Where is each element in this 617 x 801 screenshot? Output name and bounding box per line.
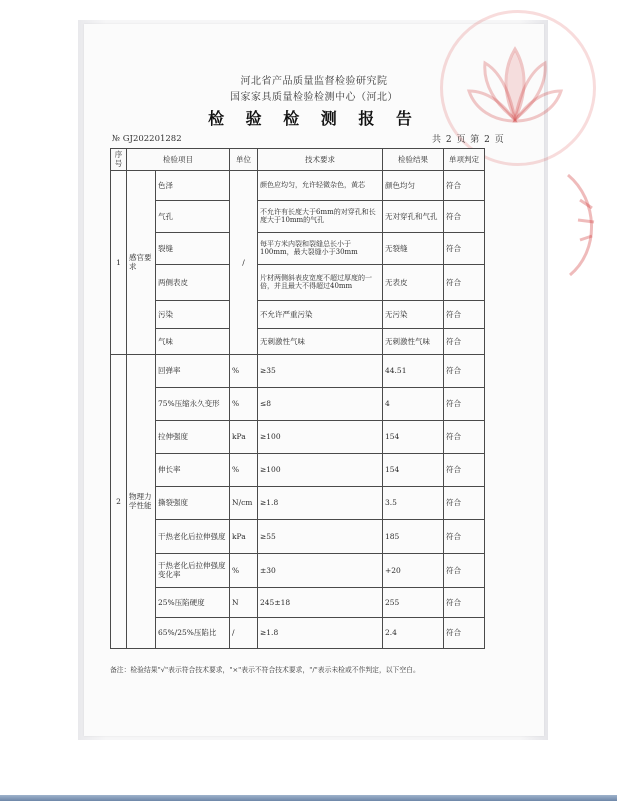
result: 无污染	[383, 300, 444, 328]
item-name: 裂缝	[156, 232, 230, 264]
group-seq: 1	[111, 170, 127, 354]
result: 154	[383, 420, 444, 453]
verdict: 符合	[444, 300, 485, 328]
item-name: 25%压陷硬度	[156, 587, 230, 617]
result: 255	[383, 587, 444, 617]
unit: %	[230, 354, 258, 387]
table-row	[111, 617, 485, 648]
result: 无表皮	[383, 264, 444, 300]
item-name: 色泽	[156, 170, 230, 200]
item-name: 干热老化后拉伸强度变化率	[156, 553, 230, 587]
result: 44.51	[383, 354, 444, 387]
table-row	[111, 328, 485, 354]
center-name: 国家家具质量检验检测中心（河北）	[230, 92, 398, 103]
verdict: 符合	[444, 328, 485, 354]
requirement: ≥100	[258, 453, 383, 486]
table-row	[111, 519, 485, 553]
item-name: 气味	[156, 328, 230, 354]
item-name: 干热老化后拉伸强度	[156, 519, 230, 553]
requirement: 无刺激性气味	[258, 328, 383, 354]
unit: %	[230, 553, 258, 587]
table-row	[111, 387, 485, 420]
requirement: 不允许严重污染	[258, 300, 383, 328]
requirement: 不允许有长度大于6mm的对穿孔和长度大于10mm的气孔	[258, 200, 383, 232]
item-name: 拉伸强度	[156, 420, 230, 453]
requirement: 每平方米内裂和裂缝总长小于100mm，最大裂缝小于30mm	[258, 232, 383, 264]
requirement: ≥1.8	[258, 617, 383, 648]
item-name: 撕裂强度	[156, 486, 230, 519]
table-header-row	[111, 149, 485, 171]
verdict: 符合	[444, 354, 485, 387]
header-verdict: 单项判定	[444, 149, 485, 171]
item-name: 75%压缩永久变形	[156, 387, 230, 420]
requirement: ≥100	[258, 420, 383, 453]
inspection-table	[110, 148, 485, 649]
result: 3.5	[383, 486, 444, 519]
verdict: 符合	[444, 519, 485, 553]
verdict: 符合	[444, 486, 485, 519]
unit: kPa	[230, 519, 258, 553]
stamp-edge	[558, 170, 608, 280]
requirement: ±30	[258, 553, 383, 587]
table-row	[111, 200, 485, 232]
result: 154	[383, 453, 444, 486]
unit: /	[230, 617, 258, 648]
group-name: 感官要求	[127, 170, 156, 354]
taskbar-edge	[0, 795, 617, 801]
item-name: 伸长率	[156, 453, 230, 486]
unit: N	[230, 587, 258, 617]
header-result: 检验结果	[383, 149, 444, 171]
header-unit: 单位	[230, 149, 258, 171]
requirement: 颜色应均匀，允许轻微杂色，黄芯	[258, 170, 383, 200]
table-row	[111, 587, 485, 617]
institute-name: 河北省产品质量监督检验研究院	[240, 76, 388, 87]
unit: %	[230, 387, 258, 420]
item-name: 气孔	[156, 200, 230, 232]
result: +20	[383, 553, 444, 587]
header-seq: 序号	[111, 149, 127, 171]
unit: %	[230, 453, 258, 486]
table-row	[111, 300, 485, 328]
table-row	[111, 232, 485, 264]
report-title: 检 验 检 测 报 告	[208, 109, 420, 128]
item-name: 65%/25%压陷比	[156, 617, 230, 648]
requirement: ≥35	[258, 354, 383, 387]
verdict: 符合	[444, 170, 485, 200]
group-seq: 2	[111, 354, 127, 648]
result: 4	[383, 387, 444, 420]
item-name: 两侧表皮	[156, 264, 230, 300]
page-indicator: 共 2 页 第 2 页	[432, 135, 505, 145]
table-row	[111, 264, 485, 300]
remarks-note: 备注：检验结果"√"表示符合技术要求，"×"表示不符合技术要求，"/"表示未检或不作判定，以下空白。	[110, 666, 420, 674]
requirement: ≤8	[258, 387, 383, 420]
verdict: 符合	[444, 553, 485, 587]
item-name: 回弹率	[156, 354, 230, 387]
header-item: 检验项目	[127, 149, 230, 171]
unit: kPa	[230, 420, 258, 453]
requirement: 245±18	[258, 587, 383, 617]
report-number: № GJ202201282	[112, 134, 182, 144]
requirement: 片材两侧斜表皮宽度不超过厚度的一倍，并且最大不得超过40mm	[258, 264, 383, 300]
requirement: ≥55	[258, 519, 383, 553]
header-requirement: 技术要求	[258, 149, 383, 171]
verdict: 符合	[444, 232, 485, 264]
requirement: ≥1.8	[258, 486, 383, 519]
group-name: 物理力学性能	[127, 354, 156, 648]
shared-unit: /	[230, 170, 258, 354]
table-row	[111, 453, 485, 486]
result: 2.4	[383, 617, 444, 648]
verdict: 符合	[444, 200, 485, 232]
table-row	[111, 354, 485, 387]
verdict: 符合	[444, 617, 485, 648]
table-row	[111, 420, 485, 453]
table-row	[111, 486, 485, 519]
table-row	[111, 170, 485, 200]
verdict: 符合	[444, 453, 485, 486]
table-row	[111, 553, 485, 587]
result: 无对穿孔和气孔	[383, 200, 444, 232]
result: 185	[383, 519, 444, 553]
verdict: 符合	[444, 587, 485, 617]
verdict: 符合	[444, 264, 485, 300]
result: 无裂缝	[383, 232, 444, 264]
verdict: 符合	[444, 387, 485, 420]
unit: N/cm	[230, 486, 258, 519]
verdict: 符合	[444, 420, 485, 453]
result: 颜色均匀	[383, 170, 444, 200]
item-name: 污染	[156, 300, 230, 328]
result: 无刺激性气味	[383, 328, 444, 354]
